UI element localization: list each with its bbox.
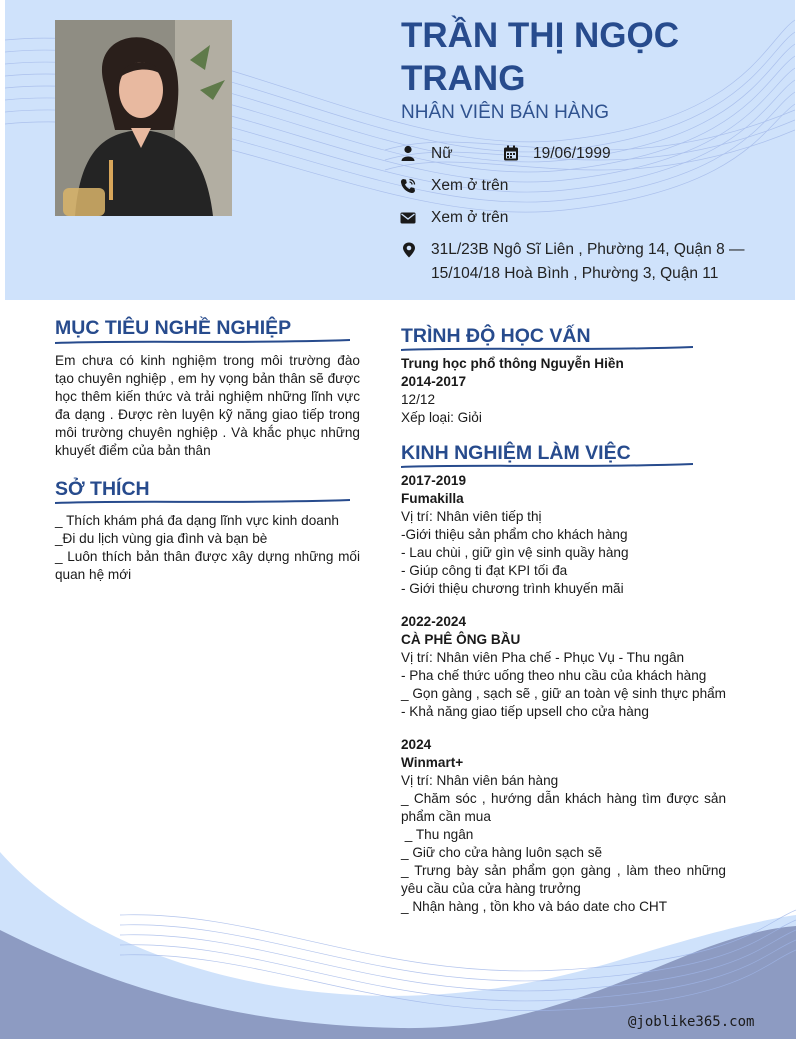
job-detail: Vị trí: Nhân viên tiếp thị: [401, 509, 542, 524]
calendar-icon: [503, 145, 519, 161]
location-pin-icon: [401, 242, 417, 258]
profile-photo: [55, 20, 232, 216]
education-period: 2014-2017: [401, 374, 467, 389]
hobby-item: _Đi du lịch vùng gia đình và bạn bè: [55, 531, 268, 546]
address: 31L/23B Ngô Sĩ Liên , Phường 14, Quận 8 — 15/104/18 Hoà Bình , Phường 3, Quận 11: [431, 241, 745, 282]
job-detail: Vị trí: Nhân viên bán hàng: [401, 773, 559, 788]
phone-icon: [400, 178, 416, 194]
hobby-item: _ Luôn thích bản thân được xây dựng những mối quan hệ mới: [55, 549, 364, 582]
job-detail: - Giúp công ti đạt KPI tối đa: [401, 563, 568, 578]
footer-watermark: @joblike365.com: [628, 1014, 755, 1030]
person-icon: [400, 145, 416, 161]
job-entry: [401, 472, 726, 598]
objective-heading: MỤC TIÊU NGHỀ NGHIỆP: [55, 317, 292, 339]
company-name: Winmart+: [401, 755, 464, 770]
heading-underline: [401, 345, 693, 353]
full-name: TRẦN THỊ NGỌC TRANG: [401, 16, 680, 98]
job-period: 2022-2024: [401, 614, 467, 629]
hobby-item: _ Thích khám phá đa dạng lĩnh vực kinh doanh: [55, 513, 339, 528]
email: Xem ở trên: [431, 209, 509, 226]
job-period: 2017-2019: [401, 473, 467, 488]
birthdate: 19/06/1999: [533, 145, 611, 162]
company-name: CÀ PHÊ ÔNG BẦU: [401, 632, 521, 647]
gender: Nữ: [431, 145, 453, 162]
job-period: 2024: [401, 737, 432, 752]
job-detail: _ Thu ngân: [401, 827, 474, 842]
email-icon: [400, 210, 416, 226]
hobbies-list: [55, 512, 364, 584]
education-grade: 12/12: [401, 392, 436, 407]
job-title: NHÂN VIÊN BÁN HÀNG: [401, 102, 609, 123]
job-detail: Vị trí: Nhân viên Pha chế - Phục Vụ - Thu ngân: [401, 650, 685, 665]
job-detail: - Pha chế thức uống theo nhu cầu của khách hàng: [401, 668, 707, 683]
school-name: Trung học phổ thông Nguyễn Hiền: [401, 356, 624, 371]
job-entry: [401, 613, 726, 721]
company-name: Fumakilla: [401, 491, 464, 506]
phone: Xem ở trên: [431, 177, 509, 194]
job-detail: - Khả năng giao tiếp upsell cho cửa hàng: [401, 704, 649, 719]
job-detail: - Giới thiệu chương trình khuyến mãi: [401, 581, 624, 596]
job-detail: _ Nhận hàng , tồn kho và báo date cho CHT: [401, 899, 668, 914]
job-detail: _ Trưng bày sản phẩm gọn gàng , làm theo những yêu cầu của cửa hàng trưởng: [401, 863, 730, 896]
hobbies-heading: SỞ THÍCH: [55, 478, 150, 500]
job-detail: _ Gọn gàng , sạch sẽ , giữ an toàn vệ sinh thực phẩm: [401, 686, 727, 701]
job-detail: _ Chăm sóc , hướng dẫn khách hàng tìm được sản phẩm cần mua: [401, 791, 730, 824]
heading-underline: [55, 498, 350, 506]
job-detail: _ Giữ cho cửa hàng luôn sạch sẽ: [401, 845, 603, 860]
heading-underline: [401, 462, 693, 470]
education-ranking: Xếp loại: Giỏi: [401, 410, 482, 425]
job-entry: [401, 736, 730, 916]
objective-text: Em chưa có kinh nghiệm trong môi trường đào tạo chuyên nghiệp , em hy vọng bản thân sẽ được học thêm kiến thức và trải nghiệm những lĩnh vực đa dạng . Được rèn luyện kỹ năng giao tiếp trong môi trường chuyên nghiệp . Và khắc phục những khuyết điểm của bản thân: [55, 353, 360, 458]
job-detail: - Lau chùi , giữ gìn vệ sinh quầy hàng: [401, 545, 629, 560]
education-entry: [401, 355, 726, 427]
experience-heading: KINH NGHIỆM LÀM VIỆC: [401, 442, 631, 464]
heading-underline: [55, 338, 350, 346]
education-heading: TRÌNH ĐỘ HỌC VẤN: [401, 325, 591, 347]
experience-list: [401, 472, 730, 931]
job-detail: -Giới thiệu sản phẩm cho khách hàng: [401, 527, 628, 542]
